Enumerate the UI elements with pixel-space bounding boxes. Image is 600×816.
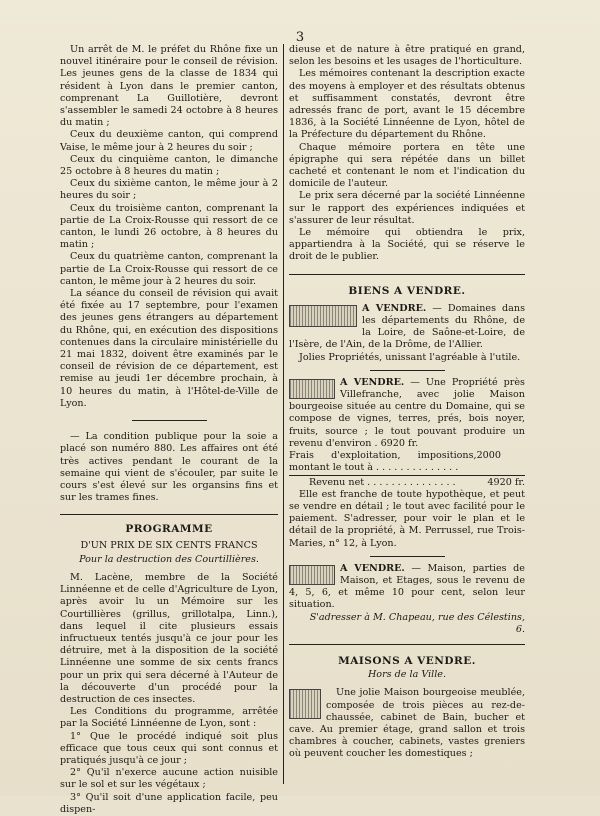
programme-subtitle: D'UN PRIX DE SIX CENTS FRANCS: [80, 539, 258, 551]
ad-text: — Domaines dans les départements du Rhône, de la Loire, de Saône-et-Loire, de l'Isère, de l'Ain, de la Drôme, de l'Allier.: [289, 302, 525, 351]
maisons-subtitle: Hors de la Ville.: [367, 669, 447, 681]
ownership-paragraph: Le mémoire qui obtiendra le prix, appartiendra à la Société, qui se réserve le droit de le publier.: [289, 227, 525, 263]
ad-text: — Une Propriété près Villefranche, avec jolie Maison bourgeoise située au centre du Domaine, qui se compose de vignes, terres, prés, bois noyer, fruits, source ; le tout pouvant produire un revenu d'environ . 6920 fr.: [289, 376, 525, 449]
epigraph-paragraph: Chaque mémoire portera en tête une épigraphe qui sera répétée dans un billet cacheté et contenant le nom et l'indication du domicile de l'auteur.: [289, 141, 525, 190]
costs-value: 2000: [476, 450, 501, 462]
divider: [132, 420, 207, 421]
ad-domaines-extra: Jolies Propriétés, unissant l'agréable à l'utile.: [299, 351, 521, 363]
divider: [370, 370, 445, 371]
memoirs-paragraph: Les mémoires contenant la description exacte des moyens à employer et des résultats obtenus et suffisamment constatés, devront être adressés franc de port, avant le 15 décembre 1836, à la Société Linnéenne de Lyon, hôtel de la Préfecture du département du Rhône.: [289, 68, 525, 141]
ad-text: — Maison, parties de Maison, et Etages, sous le revenu de 4, 5, 6, et même 10 pour cent, selon leur situation.: [289, 562, 525, 611]
programme-title: PROGRAMME: [125, 523, 213, 536]
maisons-title: MAISONS A VENDRE.: [338, 654, 476, 667]
house-engraving-icon: [289, 689, 321, 719]
ad-maison-contact: S'adresser à M. Chapeau, rue des Célestins, 6.: [309, 611, 525, 635]
ad-lead: A VENDRE.: [362, 302, 427, 314]
programme-italic: Pour la destruction des Courtillières.: [79, 553, 259, 565]
condition-3: 3° Qu'il soit d'une application facile, peu dispen-: [60, 791, 278, 815]
divider: [370, 556, 445, 557]
prefect-decree: Un arrêt de M. le préfet du Rhône fixe un nouvel itinéraire pour le conseil de révision. Les jeunes gens de la classe de 1834 qui résident à Lyon dans le premier canton, comprenant La Guillotière, devront s'assembler le samedi 24 octobre à 8 heures du matin ;: [60, 44, 278, 129]
ad-maison: [289, 563, 525, 612]
page-number: 3: [295, 30, 305, 45]
house-engraving-icon: [289, 379, 335, 399]
silk-note: — La condition publique pour la soie a placé son numéro 880. Les affaires ont été très actives pendant le courant de la semaine qui vient de s'écouler, par suite le cours s'est élevé sur les organsins fins et sur les trames fines.: [60, 431, 278, 504]
canton-6: Ceux du sixième canton, le même jour à 2 heures du soir ;: [60, 178, 278, 202]
ad-domaines: [289, 303, 525, 352]
net-value: 4920 fr.: [487, 476, 525, 488]
net-label: Revenu net . . . . . . . . . . . . . . .: [309, 476, 456, 488]
divider: [289, 274, 525, 275]
ad-villefranche: [289, 377, 525, 450]
biens-title: BIENS A VENDRE.: [348, 284, 466, 297]
canton-5: Ceux du cinquième canton, le dimanche 25 octobre à 8 heures du matin ;: [60, 153, 278, 178]
column-divider: [283, 44, 284, 784]
building-engraving-icon: [289, 305, 357, 327]
conditions-continued: dieuse et de nature à être pratiqué en grand, selon les besoins et les usages de l'horticulture.: [289, 44, 525, 68]
divider: [289, 644, 525, 645]
net-revenue-line: [289, 475, 525, 489]
costs-label: Frais d'exploitation, impositions, montant le tout à . . . . . . . . . . . . . .: [289, 450, 477, 474]
costs-line: [289, 450, 525, 474]
condition-1: 1° Que le procédé indiqué soit plus efficace que tous ceux qui sont connus et pratiqués jusqu'à ce jour ;: [60, 730, 278, 766]
ad-villefranche-more: Elle est franche de toute hypothèque, et peut se vendre en détail ; le tout avec facilité pour le paiement. S'adresser, pour voir le plan et le détail de la propriété, à M. Perrussel, rue Trois-Maries, n° 12, à Lyon.: [289, 488, 525, 549]
right-column: [289, 44, 525, 761]
canton-3: Ceux du troisième canton, comprenant la partie de La Croix-Rousse qui ressort de ce canton, le lundi 26 octobre, à 8 heures du matin ;: [60, 202, 278, 251]
canton-2: Ceux du deuxième canton, qui comprend Vaise, le même jour à 2 heures du soir ;: [60, 129, 278, 153]
revision-session: La séance du conseil de révision qui avait été fixée au 17 septembre, pour l'examen des jeunes gens étrangers au département du Rhône, qui, en exécution des dispositions contenues dans la circulaire ministérielle du 21 mai 1832, doivent être examinés par le conseil de révision de ce département, est remise au jeudi 1er décembre prochain, à 10 heures du matin, à l'Hôtel-de-Ville de Lyon.: [60, 288, 278, 409]
programme-conditions: Les Conditions du programme, arrêtée par la Société Linnéenne de Lyon, sont :: [60, 706, 278, 730]
ad-maison-bourgeoise: [289, 687, 525, 760]
condition-2: 2° Qu'il n'exerce aucune action nuisible sur le sol et sur les végétaux ;: [60, 767, 278, 791]
divider: [60, 514, 278, 515]
house-engraving-icon: [289, 565, 335, 585]
prize-paragraph: Le prix sera décerné par la société Linnéenne sur le rapport des expériences indiquées et s'assurer de leur résultat.: [289, 190, 525, 226]
ad-lead: A VENDRE.: [340, 562, 405, 574]
canton-4: Ceux du quatrième canton, comprenant la partie de La Croix-Rousse qui ressort de ce canton, le même jour à 2 heures du soir.: [60, 251, 278, 287]
left-column: [60, 44, 278, 816]
ad-text: Une jolie Maison bourgeoise meublée, composée de trois pièces au rez-de-chaussée, cabinet de Bain, bucher et cave. Au premier étage, grand sallon et trois chambres à coucher, cabinets, vastes greniers où peuvent coucher les domestiques ;: [289, 687, 525, 760]
ad-lead: A VENDRE.: [340, 376, 405, 388]
programme-intro: M. Lacène, membre de la Société Linnéenne et de celle d'Agriculture de Lyon, après avoir lu un Mémoire sur les Courtillières (grillus, grillotalpa, Linn.), dans lequel il cite plusieurs essais infructueux tentés jusqu'à ce jour pour les détruire, met à la disposition de la société Linnéenne une somme de six cents francs pour un prix qui sera décerné à l'Auteur de la découverte d'un procédé pour la destruction de ces insectes.: [60, 571, 278, 705]
